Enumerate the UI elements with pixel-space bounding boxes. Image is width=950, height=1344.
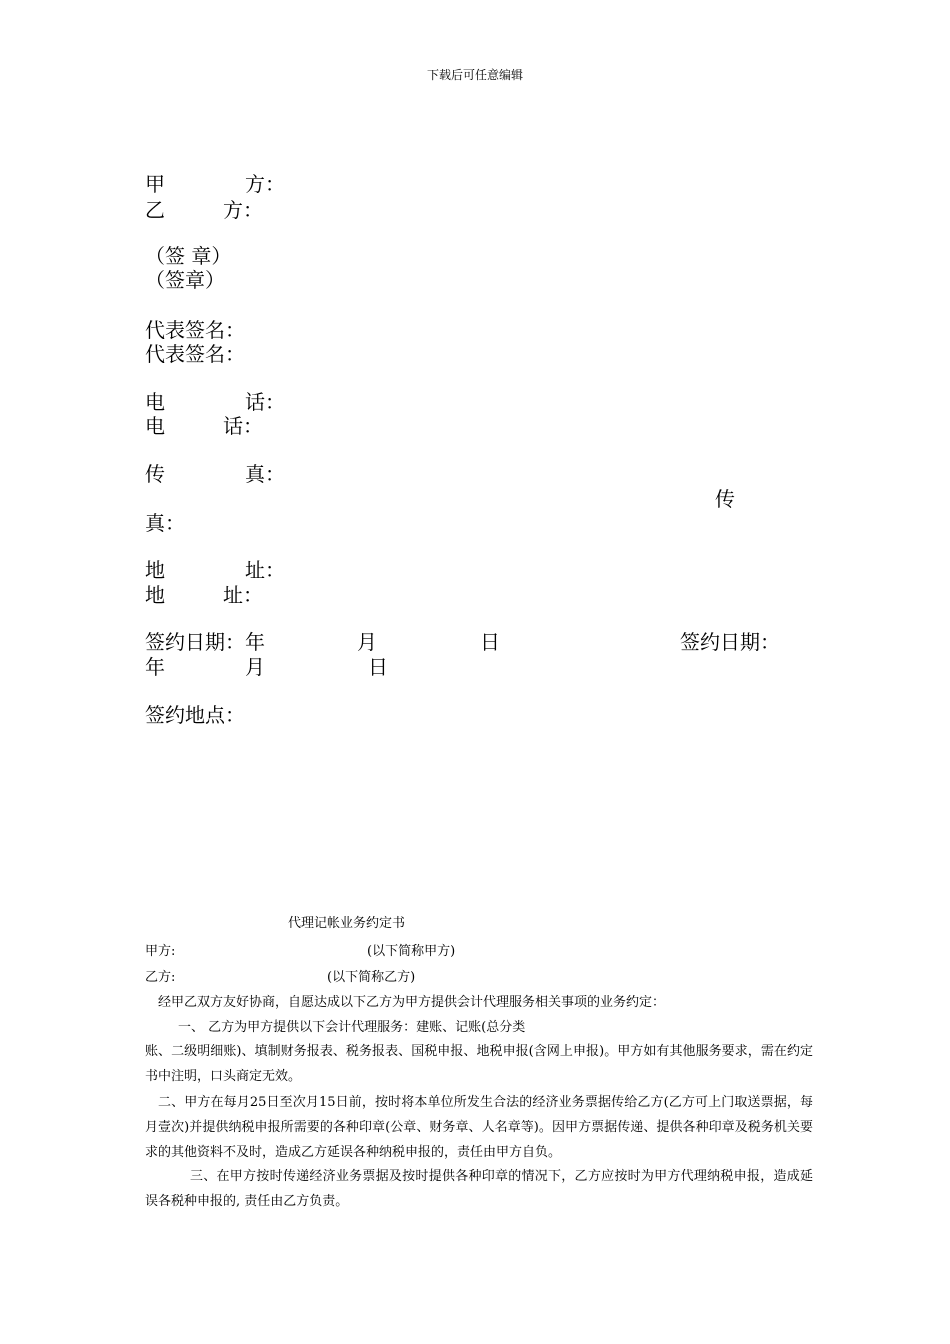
clause-2: 二、甲方在每月25日至次月15日前，按时将本单位所发生合法的经济业务票据传给乙方(乙方可上门取送票据，每月壹次)并提供纳税申报所需要的各种印章(公章、财务章、人名章等)。因甲方票据传递、提供各种印章及税务机关要求的其他资料不及时，造成乙方延误各种纳税申报的，责任由甲方自负。 <box>145 1095 813 1160</box>
party-a-note: (以下简称甲方) <box>367 944 456 959</box>
rep-sign-a: 代表签名： <box>145 318 245 342</box>
sign-place: 签约地点： <box>145 703 245 727</box>
intro-text: 经甲乙双方友好协商，自愿达成以下乙方为甲方提供会计代理服务相关事项的业务约定： <box>158 995 666 1010</box>
clause-3: 三、在甲方按时传递经济业务票据及按时提供各种印章的情况下，乙方应按时为甲方代理纳税申报，造成延误各税种申报的, 责任由乙方负责。 <box>145 1169 813 1209</box>
address-a-char1: 地 <box>145 558 165 582</box>
party-b-label: 乙方: <box>145 970 176 985</box>
sign-date-b-label: 签约日期： <box>680 630 780 654</box>
address-b-char1: 地 <box>145 583 165 607</box>
party-b-note: (以下简称乙方) <box>327 970 416 985</box>
fax-b-char1: 传 <box>715 487 735 511</box>
fax-a-char1: 传 <box>145 462 165 486</box>
party-a-char2: 方： <box>245 172 285 196</box>
phone-a-char1: 电 <box>145 390 165 414</box>
sign-date-a-label: 签约日期：年 <box>145 630 265 654</box>
sign-date-a-month: 月 <box>357 630 377 654</box>
phone-a-char2: 话： <box>245 390 285 414</box>
header-note: 下载后可任意编辑 <box>426 68 523 82</box>
party-a-label: 甲方: <box>145 944 176 959</box>
fax-a-char2: 真： <box>245 462 285 486</box>
sign-date-a-day: 日 <box>480 630 500 654</box>
party-a-char1: 甲 <box>145 172 165 196</box>
party-b-char1: 乙 <box>145 198 165 222</box>
seal-b: （签章） <box>145 268 225 292</box>
address-b-char2: 址： <box>223 583 263 607</box>
phone-b-char2: 话： <box>223 414 263 438</box>
clause-1-lead: 一、 乙方为甲方提供以下会计代理服务：建账、记账(总分类 <box>178 1020 526 1035</box>
rep-sign-b: 代表签名： <box>145 342 245 366</box>
clause-1-body: 账、二级明细账)、填制财务报表、税务报表、国税申报、地税申报(含网上申报)。甲方如有其他服务要求，需在约定书中注明，口头商定无效。 <box>145 1044 813 1084</box>
phone-b-char1: 电 <box>145 414 165 438</box>
seal-a: （签 章） <box>145 244 232 268</box>
sign-date-b-month: 月 <box>245 655 265 679</box>
agreement-title: 代理记帐业务约定书 <box>288 916 406 931</box>
address-a-char2: 址： <box>245 558 285 582</box>
sign-date-b-year: 年 <box>145 655 165 679</box>
fax-b-char2: 真： <box>145 511 185 535</box>
party-b-char2: 方： <box>223 198 263 222</box>
sign-date-b-day: 日 <box>368 655 388 679</box>
